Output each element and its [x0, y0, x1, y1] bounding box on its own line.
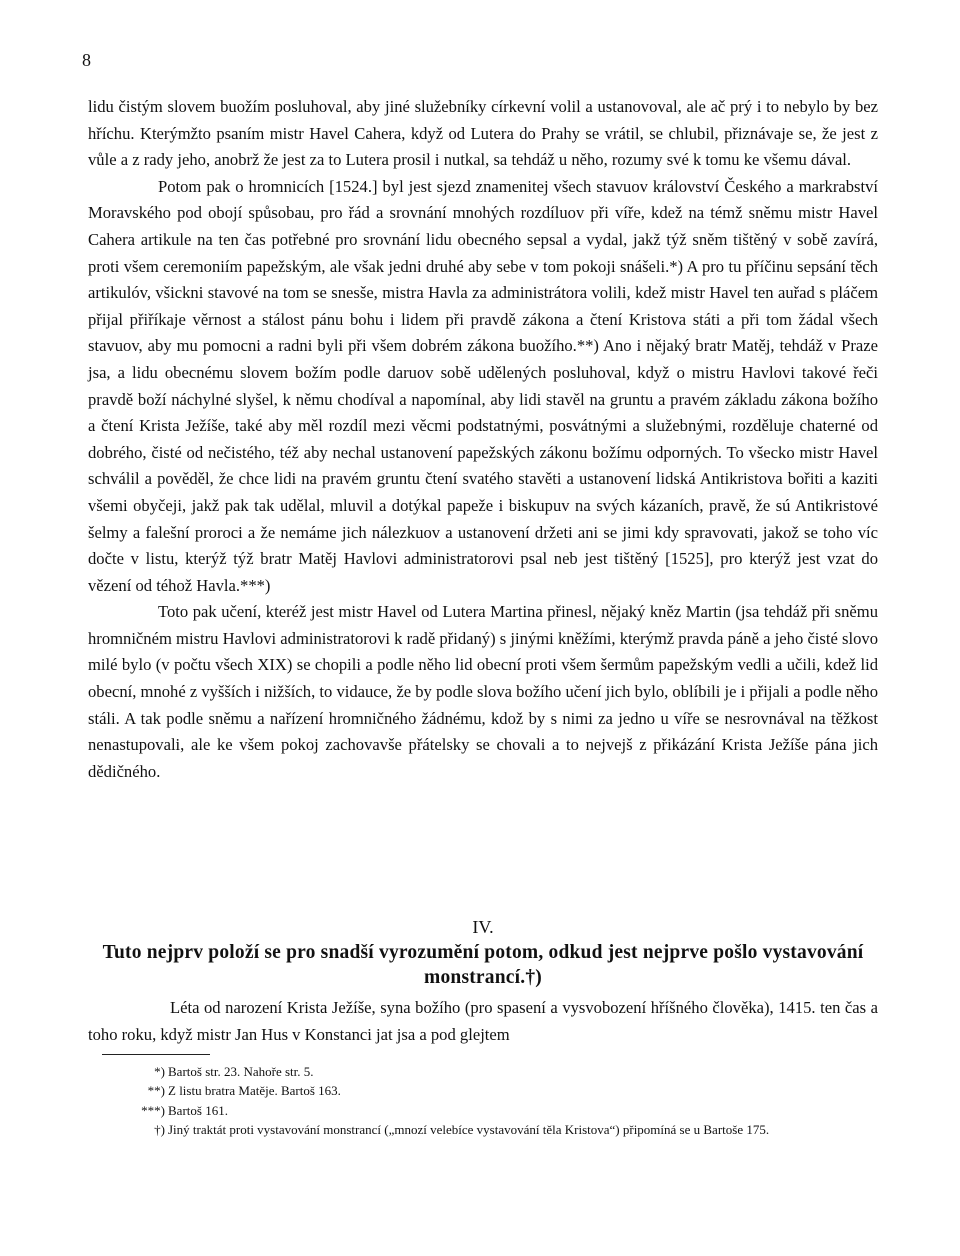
footnote-text: Z listu bratra Matěje. Bartoš 163.	[168, 1083, 341, 1099]
footnote-text: Bartoš 161.	[168, 1102, 228, 1118]
footnote-mark: ***)	[141, 1102, 165, 1118]
footnote	[95, 1062, 885, 1081]
footnote-text: Jiný traktát proti vystavování monstrancí („mnozí velebíce vystavování těla Kristova“) připomíná se u Bartoše 175.	[168, 1121, 770, 1137]
section-heading	[88, 916, 878, 990]
section-text	[88, 995, 878, 1048]
section-number: IV.	[472, 917, 494, 937]
footnote-mark: †)	[154, 1121, 165, 1137]
footnote	[95, 1081, 885, 1100]
page-number: 8	[82, 50, 91, 70]
footnote	[95, 1120, 885, 1139]
paragraph-3: Toto pak učení, kteréž jest mistr Havel od Lutera Martina přinesl, nějaký kněz Martin (jsa tehdáž při sněmu hromničném mistru Havlovi administratorovi k radě přidaný) s jinými kněžími, kterýmž pravda páně a jeho čisté slovo milé bylo (v počtu všech XIX) se chopili a podle něho lid obecní proti všem šermům papežským vedli a učili, kdež lid obecní, mnohé z vyšších i nižších, to vidauce, že by podle slova božího učení jich bylo, oblíbili je i přijali a podle něho stáli. A tak podle sněmu a nařízení hromničného žádnému, kdož by s nimi za jedno u víře se nesrovnával na těžkost nenastupovali, ale ke všem pokoj zachovavše přátelsky se chovali a to nejvejš z přikázání Krista Ježíše pána jich dědičného.	[88, 602, 878, 781]
paragraph-2: Potom pak o hromnicích [1524.] byl jest sjezd znamenitej všech stavuov království Českého a markrabství Moravského pod obojí spůsobau, pro řád a srovnání mnohých rozdíluov při víře, kdež na témž sněmu mistr Havel Cahera artikule na ten čas potřebné pro srovnání lidu obecného sepsal a vydal, jakž týž sněm tištěný v sobě zavírá, proti všem ceremoniím papežským, ale však jedni druhé aby sebe v tom pokoji snášeli.*) A pro tu příčinu sepsání těch artikulóv, všickni stavové na tom se snesše, mistra Havla za administrátora volili, kdež mistr Havel ten auřad s pláčem přijal přiříkaje věrnost a stálost pánu bohu i lidem při pravdě zákona a čtení Kristova státi a při tom žádal všech stavuov, aby mu pomocni a radni byli při všem dobrém zákona buožího.**) Ano i nějaký bratr Matěj, tehdáž v Praze jsa, a lidu obecnému slovem božím podle daruov sobě udělených posluhoval, když o mistru Havlovi takové řeči pravdě boží náchylné slyšel, k němu chodíval a napomínal, aby lidi stavěl na gruntu a pravém základu zákona božího a čtení Krista Ježíše, také aby měl rozdíl mezi věcmi podstatnými, posvátnými a služebnými, rozděluje chaterné od dobrého, čisté od nečistého, též aby nechal ustanovení papežských zákonu božímu odporných. To všecko mistr Havel schválil a pověděl, že chce lidi na pravém gruntu čtení svatého stavěti a ustanovení lidská Antikristova bořiti a kaziti všemi obyčeji, jakž pak tak udělal, mluvil a dotýkal papeže i biskupuv na svých kázaních, pravě, že sú Antikristové šelmy a falešní proroci a že nemáme jich nálezkuov a ustanovení držeti ani se jimi kdy spravovati, jakož se toho víc dočte v listu, kterýž týž bratr Matěj Havlovi administratorovi psal neb jest tištěný [1525], pro kterýž jest vzat do vězení od téhož Havla.***)	[88, 176, 878, 595]
footnotes	[95, 1062, 885, 1139]
main-text	[88, 94, 878, 785]
footnote-separator	[102, 1054, 210, 1055]
section-title: Tuto nejprv položí se pro snadší vyrozumění potom, odkud jest nejprve pošlo vystavování monstrancí.†)	[102, 942, 864, 988]
paragraph-1: lidu čistým slovem buožím posluhoval, aby jiné služebníky církevní volil a ustanovoval, ale ač prý i to nebylo by bez hříchu. Kterýmžto psaním mistr Havel Cahera, když od Lutera do Prahy se vrátil, se chlubil, přiznávaje se, že jest z vůle a z rady jeho, anobrž že jest za to Lutera prosil i nutkal, sa tehdáž u něho, rozumy své k tomu ke všemu dával.	[88, 97, 878, 170]
section-paragraph: Léta od narození Krista Ježíše, syna božího (pro spasení a vysvobození hříšného člověka), 1415. ten čas a toho roku, když mistr Jan Hus v Konstanci jat jsa a pod glejtem	[88, 998, 878, 1044]
footnote-mark: *)	[154, 1064, 165, 1079]
footnote-mark: **)	[147, 1083, 165, 1099]
footnote-text: Bartoš str. 23. Nahoře str. 5.	[168, 1064, 314, 1079]
footnote	[95, 1101, 885, 1120]
